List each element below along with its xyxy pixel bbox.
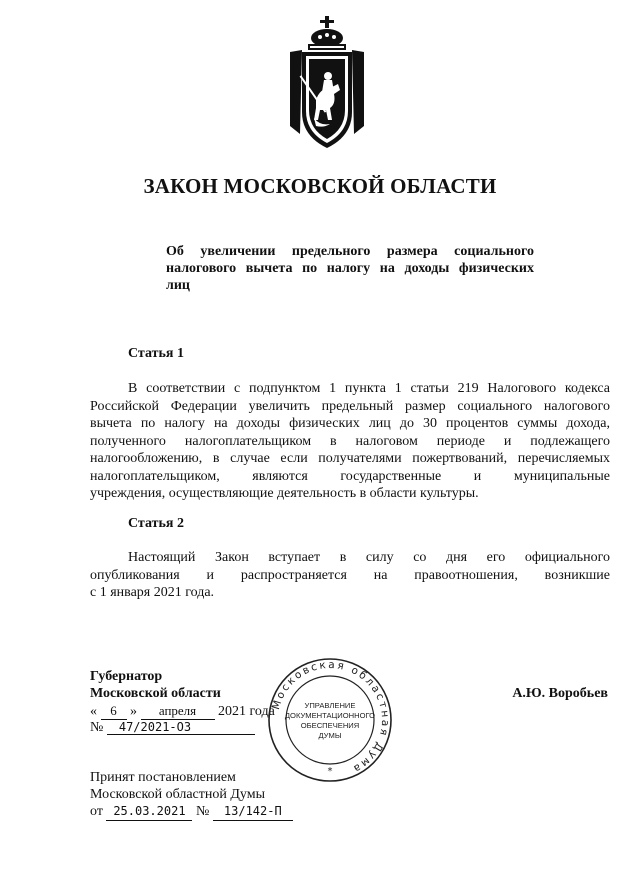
subtitle-line: Об увеличении предельного размера социального	[166, 244, 534, 259]
governor-line: Московской области	[90, 686, 221, 701]
stamp-center-line: ОБЕСПЕЧЕНИЯ	[300, 721, 360, 730]
adoption-line: Принят постановлением	[90, 770, 236, 785]
date-open-quote: «	[90, 704, 97, 719]
governor-line: Губернатор	[90, 669, 163, 684]
text-line: Российской Федерации увеличить предельный размер социального налогового	[90, 398, 610, 414]
text-line: вычета по налогу на доходы физических лиц до 30 процентов суммы дохода,	[90, 416, 610, 431]
adoption-details	[90, 803, 293, 821]
subtitle-line: лиц	[166, 278, 190, 293]
date-year: 2021 года	[218, 704, 275, 719]
moscow-oblast-coat-of-arms-icon	[284, 14, 370, 154]
article-1-text	[90, 380, 610, 503]
adoption-number-label: №	[195, 804, 210, 819]
date-month: апреля	[141, 703, 215, 720]
article-1-heading: Статья 1	[128, 346, 184, 361]
stamp-center-line: ДОКУМЕНТАЦИОННОГО	[284, 711, 376, 720]
adoption-from-label: от	[90, 804, 103, 819]
text-line: полученного налогоплательщиком в налоговом периоде и подлежащего	[90, 433, 610, 449]
signer-name: А.Ю. Воробьев	[512, 686, 608, 701]
number-label: №	[90, 720, 104, 735]
text-line: налогоплательщиком, являются государственные и муниципальные	[90, 468, 610, 484]
text-line: Настоящий Закон вступает в силу со дня его официального	[128, 550, 610, 565]
article-2-heading: Статья 2	[128, 516, 184, 531]
text-line: опубликования и распространяется на правоотношения, возникшие	[90, 567, 610, 583]
law-subtitle	[166, 243, 534, 294]
stamp-center-line: УПРАВЛЕНИЕ	[304, 701, 356, 710]
text-line: с 1 января 2021 года.	[90, 585, 215, 600]
stamp-center-line: ДУМЫ	[318, 731, 342, 740]
adoption-line: Московской областной Думы	[90, 787, 265, 802]
law-number	[90, 720, 255, 736]
stamp-ring-text: Московская областная Дума	[270, 658, 392, 776]
stamp-star: *	[327, 766, 333, 777]
governor-title	[90, 668, 221, 702]
text-line: учреждения, осуществляющие деятельность в области культуры.	[90, 486, 479, 501]
text-line: В соответствии с подпунктом 1 пункта 1 статьи 219 Налогового кодекса	[128, 381, 610, 396]
adoption-date: 25.03.2021	[106, 803, 192, 821]
subtitle-line: налогового вычета по налогу на доходы физических	[166, 261, 534, 276]
article-2-text	[90, 549, 610, 602]
date-close-quote: »	[130, 704, 137, 719]
adoption-number: 13/142-П	[213, 803, 293, 821]
official-stamp	[266, 656, 394, 784]
date-day: 6	[101, 703, 127, 720]
signing-date	[90, 703, 275, 720]
number-value: 47/2021-ОЗ	[107, 720, 255, 735]
law-title: ЗАКОН МОСКОВСКОЙ ОБЛАСТИ	[143, 174, 497, 198]
text-line: налогообложению, в случае если получателями пожертвований, перечисляемых	[90, 451, 610, 466]
adoption-block	[90, 769, 293, 821]
